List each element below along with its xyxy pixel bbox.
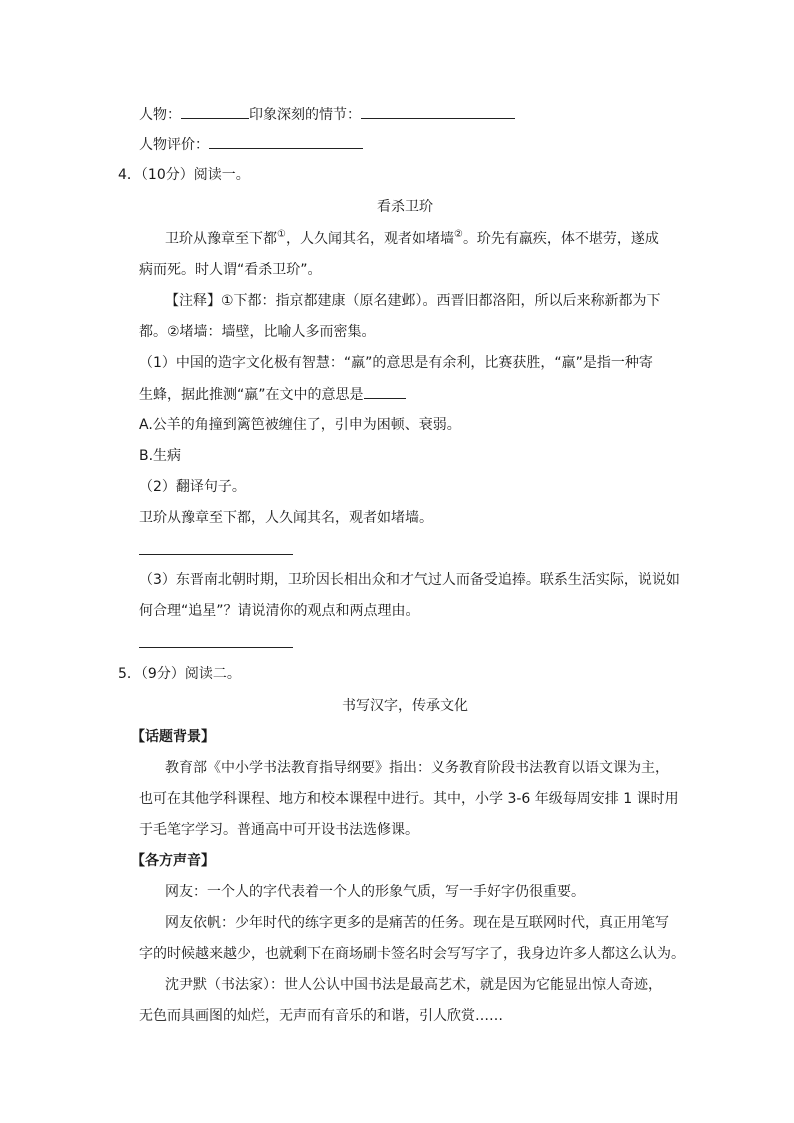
note-mark-1: ① bbox=[277, 229, 286, 241]
q4-option-b: B.生病 bbox=[139, 448, 182, 464]
q5-voice3-line1: 沈尹默（书法家）：世人公认中国书法是最高艺术，就是因为它能显出惊人奇迹， bbox=[165, 977, 662, 993]
note-mark-2: ② bbox=[453, 229, 463, 241]
q5-bg-line1: 教育部《中小学书法教育指导纲要》指出：义务教育阶段书法教育以语文课为主， bbox=[165, 760, 669, 776]
q4-para1-line2: 病而死。时人谓“看杀卫玠”。 bbox=[139, 262, 322, 278]
q4-option-a: A.公羊的角撞到篱笆被缠住了，引申为困顿、衰弱。 bbox=[139, 417, 461, 433]
impression-blank[interactable] bbox=[361, 104, 515, 119]
q4-sub2-sentence: 卫玠从豫章至下都，人久闻其名，观者如堵墙。 bbox=[139, 510, 433, 526]
evaluation-blank[interactable] bbox=[209, 134, 363, 149]
q5-voice2-line1: 网友依帆：少年时代的练字更多的是痛苦的任务。现在是互联网时代，真正用笔写 bbox=[165, 915, 669, 931]
sub2-answer-line[interactable] bbox=[139, 554, 293, 555]
evaluation-row bbox=[139, 134, 363, 155]
q5-title: 书写汉字，传承文化 bbox=[342, 698, 468, 714]
q5-voice2-line2: 字的时候越来越少，也就剩下在商场刷卡签名时会写写字了，我身边许多人都这么认为。 bbox=[139, 946, 685, 962]
q5-bg-line2: 也可在其他学科课程、地方和校本课程中进行。其中，小学 3-6 年级每周安排 1 课时用 bbox=[139, 791, 679, 807]
para1-text-c: 。玠先有羸疾，体不堪劳，遂成 bbox=[462, 231, 659, 247]
q4-sub3-line2: 何合理“追星”？请说清你的观点和两点理由。 bbox=[139, 603, 420, 619]
sub1-answer-blank[interactable] bbox=[364, 384, 406, 399]
q4-header: 4．（10分）阅读一。 bbox=[118, 167, 250, 183]
q4-sub3-line1: （3）东晋南北朝时期，卫玠因长相出众和才气过人而备受追捧。联系生活实际，说说如 bbox=[139, 572, 680, 588]
person-row bbox=[139, 104, 515, 125]
person-label: 人物： bbox=[139, 107, 181, 123]
q4-title: 看杀卫玠 bbox=[377, 199, 433, 215]
q4-sub1-line2 bbox=[139, 384, 406, 405]
q4-sub2-header: （2）翻译句子。 bbox=[139, 479, 246, 495]
q4-note-line1: 【注释】①下都：指京都建康（原名建邺）。西晋旧都洛阳，所以后来称新都为下 bbox=[165, 293, 661, 309]
q4-para1-line1 bbox=[165, 229, 659, 249]
para1-text-a: 卫玠从豫章至下都 bbox=[165, 231, 277, 247]
evaluation-label: 人物评价： bbox=[139, 137, 209, 153]
sub1-line2-text: 生蜂，据此推测“羸”在文中的意思是 bbox=[139, 387, 364, 403]
q4-note-line2: 都。②堵墙：墙壁，比喻人多而密集。 bbox=[139, 324, 376, 340]
q5-voices-label: 【各方声音】 bbox=[131, 853, 215, 869]
person-blank[interactable] bbox=[181, 104, 249, 119]
q5-voice1: 网友：一个人的字代表着一个人的形象气质，写一手好字仍很重要。 bbox=[165, 884, 585, 900]
para1-text-b: ，人久闻其名，观者如堵墙 bbox=[285, 231, 454, 247]
q4-sub1-line1: （1）中国的造字文化极有智慧：“羸”的意思是有余利，比赛获胜，“羸”是指一种寄 bbox=[139, 355, 653, 371]
q5-bg-line3: 于毛笔字学习。普通高中可开设书法选修课。 bbox=[139, 822, 419, 838]
impression-label: 印象深刻的情节： bbox=[249, 107, 361, 123]
q5-voice3-line2: 无色而具画图的灿烂，无声而有音乐的和谐，引人欣赏…… bbox=[139, 1008, 503, 1024]
q5-header: 5．（9分）阅读二。 bbox=[118, 666, 241, 682]
sub3-answer-line[interactable] bbox=[139, 647, 293, 648]
q5-background-label: 【话题背景】 bbox=[131, 729, 215, 745]
